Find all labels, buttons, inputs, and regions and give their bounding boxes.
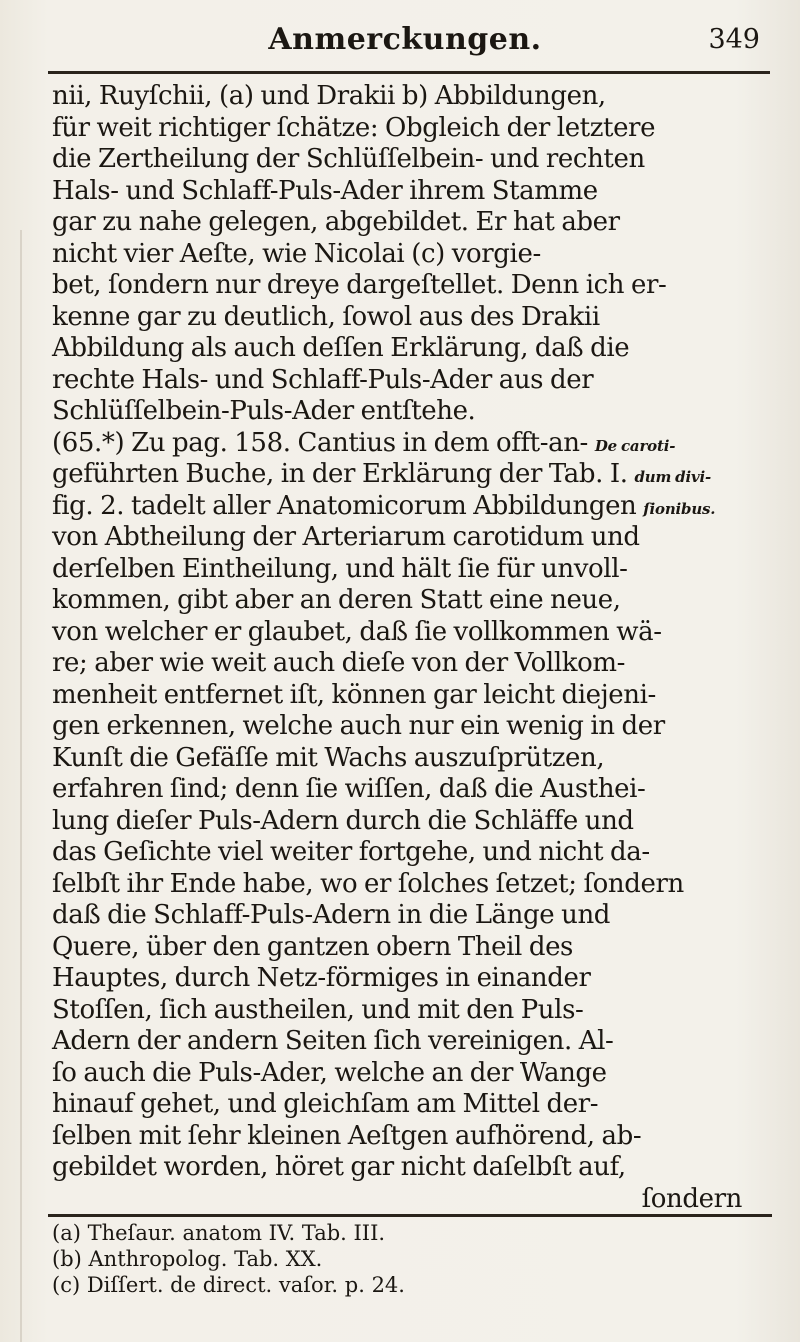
line-text: Kunſt die Gefäſſe mit Wachs auszuſprützen, xyxy=(52,742,605,773)
text-line xyxy=(52,1058,772,1090)
line-text: erfahren ſind; denn ſie wiſſen, daß die Austhei- xyxy=(52,774,646,804)
line-text: das Geſichte viel weiter fortgehe, und nicht da- xyxy=(52,837,650,867)
line-text: Quere, über den gantzen obern Theil des xyxy=(52,931,573,962)
text-line xyxy=(52,711,772,743)
margin-note: dum divi- xyxy=(634,468,711,486)
line-text: von welcher er glaubet, daß ſie vollkommen wä- xyxy=(52,616,662,647)
margin-note: De caroti- xyxy=(594,436,676,455)
text-line xyxy=(52,963,772,995)
text-line xyxy=(52,1026,772,1058)
line-text: bet, ſondern nur dreye dargeſtellet. Denn ich er- xyxy=(52,270,667,300)
text-line xyxy=(52,869,772,901)
main-text xyxy=(52,81,772,1215)
page-header xyxy=(40,10,770,70)
text-line xyxy=(52,428,772,460)
line-text: derſelben Eintheilung, und hält ſie für unvoll- xyxy=(52,553,628,584)
line-text: ſondern xyxy=(641,1183,742,1214)
page-number: 349 xyxy=(708,24,760,55)
text-line xyxy=(52,491,772,523)
line-text: für weit richtiger ſchätze: Obgleich der letztere xyxy=(52,112,656,143)
text-line xyxy=(52,554,772,586)
footnote: (b) Anthropolog. Tab. XX. xyxy=(52,1247,323,1271)
line-text: Schlüſſelbein-Puls-Ader entſtehe. xyxy=(52,396,476,426)
line-text: nii, Ruyſchii, (a) und Drakii b) Abbildungen, xyxy=(52,81,606,111)
line-text: kommen, gibt aber an deren Statt eine neue, xyxy=(52,585,621,615)
text-line xyxy=(52,333,772,365)
text-line xyxy=(52,144,772,176)
line-text: re; aber wie weit auch dieſe von der Vollkom- xyxy=(52,648,625,678)
line-text: hinauf gehet, und gleichſam am Mittel der- xyxy=(52,1089,599,1119)
line-text: gar zu nahe gelegen, abgebildet. Er hat aber xyxy=(52,207,620,237)
text-line xyxy=(52,900,772,932)
line-text: ſelben mit ſehr kleinen Aeſtgen aufhörend, ab- xyxy=(52,1120,642,1151)
header-rule xyxy=(48,71,770,74)
text-line xyxy=(52,396,772,428)
text-line xyxy=(52,995,772,1027)
line-text: von Abtheilung der Arteriarum carotidum und xyxy=(52,522,640,552)
text-line xyxy=(52,522,772,554)
line-text: (65.*) Zu pag. 158. Cantius in dem offt-an- xyxy=(52,427,588,458)
text-line xyxy=(52,648,772,680)
text-line xyxy=(52,932,772,964)
line-text: Hauptes, durch Netz-förmiges in einander xyxy=(52,963,591,993)
line-text: nicht vier Aeſte, wie Nicolai (c) vorgie- xyxy=(52,238,541,269)
text-line xyxy=(52,1152,772,1184)
text-line xyxy=(52,302,772,334)
text-line xyxy=(52,365,772,397)
text-line xyxy=(52,270,772,302)
line-text: Adern der andern Seiten ſich vereinigen. Al- xyxy=(52,1026,614,1056)
line-text: lung dieſer Puls-Adern durch die Schläffe und xyxy=(52,805,634,836)
line-text: Abbildung als auch deſſen Erklärung, daß die xyxy=(52,333,630,363)
text-line xyxy=(52,1089,772,1121)
line-text: ſelbſt ihr Ende habe, wo er ſolches ſetzet; ſondern xyxy=(52,868,684,899)
line-text: Hals- und Schlaff-Puls-Ader ihrem Stamme xyxy=(52,175,598,206)
text-line xyxy=(52,1184,772,1216)
text-line xyxy=(52,774,772,806)
page-gutter-shadow xyxy=(20,230,22,1342)
text-line xyxy=(52,459,772,491)
line-text: gen erkennen, welche auch nur ein wenig in der xyxy=(52,711,665,741)
text-line xyxy=(52,207,772,239)
line-text: rechte Hals- und Schlaff-Puls-Ader aus der xyxy=(52,364,594,395)
footnotes xyxy=(52,1220,652,1298)
line-text: Stoſſen, ſich austheilen, und mit den Puls- xyxy=(52,994,584,1025)
text-line xyxy=(52,743,772,775)
text-line xyxy=(52,113,772,145)
running-head: Anmerckungen. xyxy=(268,22,542,57)
footnote: (c) Diſſert. de direct. vaſor. p. 24. xyxy=(52,1273,405,1297)
line-text: die Zertheilung der Schlüſſelbein- und rechten xyxy=(52,144,645,174)
footnote: (a) Theſaur. anatom IV. Tab. III. xyxy=(52,1221,386,1245)
text-line xyxy=(52,806,772,838)
text-line xyxy=(52,176,772,208)
line-text: geführten Buche, in der Erklärung der Tab. I. xyxy=(52,459,628,489)
text-line xyxy=(52,680,772,712)
line-text: kenne gar zu deutlich, ſowol aus des Drakii xyxy=(52,301,600,332)
margin-note: ſionibus. xyxy=(643,499,716,518)
text-line xyxy=(52,1121,772,1153)
text-line xyxy=(52,585,772,617)
text-line xyxy=(52,81,772,113)
line-text: daß die Schlaff-Puls-Adern in die Länge und xyxy=(52,900,611,930)
line-text: ſo auch die Puls-Ader, welche an der Wange xyxy=(52,1057,607,1088)
line-text: fig. 2. tadelt aller Anatomicorum Abbildungen xyxy=(52,490,637,521)
footnote-rule xyxy=(48,1214,772,1217)
line-text: menheit entfernet iſt, können gar leicht diejeni- xyxy=(52,679,656,710)
text-line xyxy=(52,617,772,649)
text-line xyxy=(52,239,772,271)
text-line xyxy=(52,837,772,869)
line-text: gebildet worden, höret gar nicht daſelbſt auf, xyxy=(52,1152,626,1182)
